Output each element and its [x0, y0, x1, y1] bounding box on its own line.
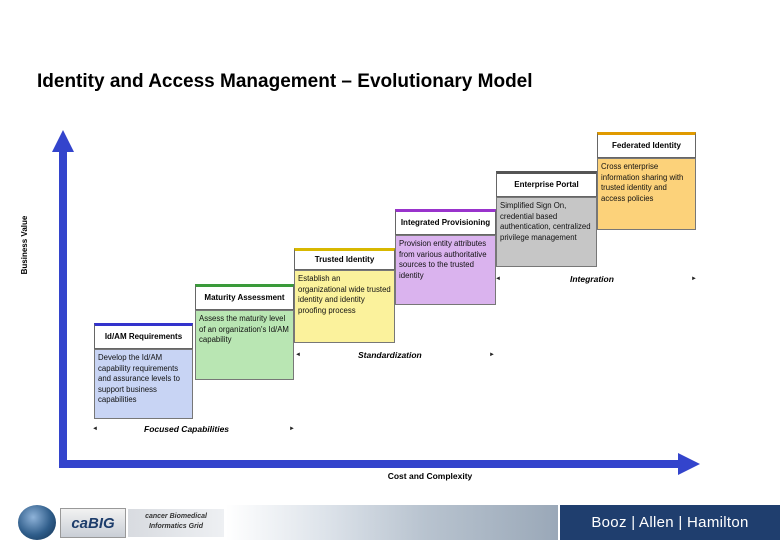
cabig-subtitle-line1: cancer Biomedical — [145, 513, 207, 520]
cabig-logo-text: caBIG — [60, 508, 126, 538]
y-axis-arrowhead — [52, 130, 74, 152]
cabig-globe-logo — [18, 505, 56, 540]
stage-portal-heading: Enterprise Portal — [496, 171, 597, 197]
focused-right-tick: ► — [289, 426, 295, 432]
y-axis-label: Business Value — [20, 215, 29, 275]
stage-maturity-heading: Maturity Assessment — [195, 284, 294, 310]
stage-trusted-heading: Trusted Identity — [294, 248, 395, 270]
company-logo: Booz | Allen | Hamilton — [560, 505, 780, 540]
stage-provisioning-heading: Integrated Provisioning — [395, 209, 496, 235]
cabig-subtitle-line2: Informatics Grid — [148, 523, 204, 530]
stage-idam-heading: Id/AM Requirements — [94, 323, 193, 349]
stage-maturity-body: Assess the maturity level of an organization's Id/AM capability — [195, 310, 294, 380]
x-axis-arrowhead — [678, 453, 700, 475]
stage-federated-heading: Federated Identity — [597, 132, 696, 158]
standardization-left-tick: ◄ — [295, 352, 301, 358]
stage-trusted-body: Establish an organizational wide trusted identity and identity proofing process — [294, 270, 395, 343]
slide-title: Identity and Access Management – Evolutionary Model — [37, 71, 533, 92]
focused-left-tick: ◄ — [92, 426, 98, 432]
stage-portal-body: Simplified Sign On, credential based authentication, centralized privilege management — [496, 197, 597, 267]
cabig-subtitle — [128, 509, 224, 537]
band-integration-label: Integration — [570, 274, 614, 284]
footer-decorative-strip — [226, 505, 558, 540]
stage-federated-body: Cross enterprise information sharing with trusted identity and access policies — [597, 158, 696, 230]
x-axis-label: Cost and Complexity — [387, 471, 473, 481]
band-focused-label: Focused Capabilities — [144, 424, 230, 434]
integration-left-tick: ◄ — [495, 276, 501, 282]
stage-provisioning-body: Provision entity attributes from various authoritative sources to the trusted identity — [395, 235, 496, 305]
standardization-right-tick: ► — [489, 352, 495, 358]
integration-right-tick: ► — [691, 276, 697, 282]
stage-idam-body: Develop the Id/AM capability requirements and assurance levels to support business capabilities — [94, 349, 193, 419]
band-standardization-label: Standardization — [358, 350, 422, 360]
